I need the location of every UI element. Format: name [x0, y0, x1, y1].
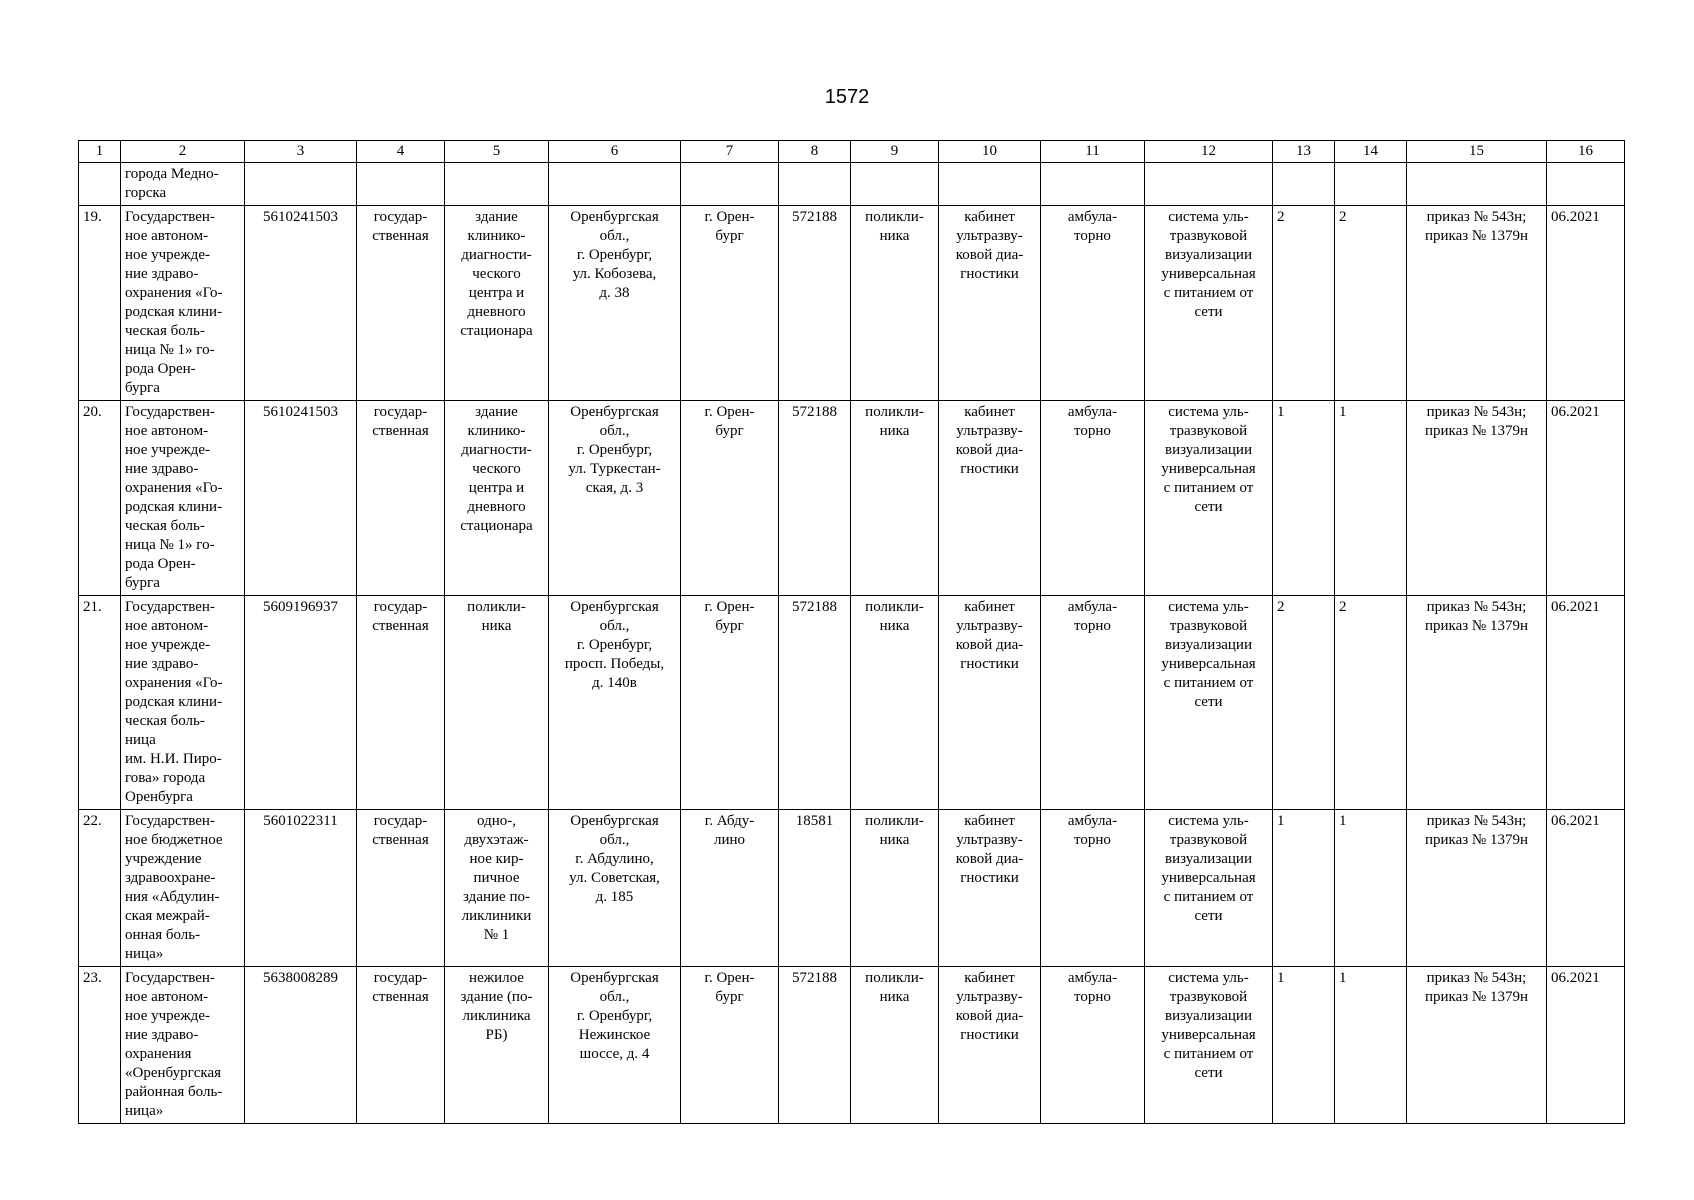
cell-equipment: система уль- тразвуковой визуализации универсальная с питанием от сети — [1145, 967, 1273, 1124]
cell-empty — [357, 163, 445, 206]
cell-number: 19. — [79, 206, 121, 401]
column-header: 2 — [121, 141, 245, 163]
column-header: 5 — [445, 141, 549, 163]
cell-building: одно-, двухэтаж- ное кир- пичное здание по- ликлиники № 1 — [445, 810, 549, 967]
cell-facility: поликли- ника — [851, 401, 939, 596]
cell-care: амбула- торно — [1041, 810, 1145, 967]
cell-ownership: государ- ственная — [357, 810, 445, 967]
cell-address: Оренбургская обл., г. Абдулино, ул. Советская, д. 185 — [549, 810, 681, 967]
table-row — [79, 206, 1625, 401]
cell-empty — [681, 163, 779, 206]
cell-empty — [1145, 163, 1273, 206]
cell-room: кабинет ультразву- ковой диа- гностики — [939, 967, 1041, 1124]
cell-col14: 2 — [1335, 206, 1407, 401]
cell-equipment: система уль- тразвуковой визуализации универсальная с питанием от сети — [1145, 401, 1273, 596]
cell-equipment: система уль- тразвуковой визуализации универсальная с питанием от сети — [1145, 206, 1273, 401]
cell-room: кабинет ультразву- ковой диа- гностики — [939, 206, 1041, 401]
cell-col14: 1 — [1335, 401, 1407, 596]
cell-address: Оренбургская обл., г. Оренбург, Нежинское шоссе, д. 4 — [549, 967, 681, 1124]
cell-building: здание клинико- диагности- ческого центра и дневного стационара — [445, 401, 549, 596]
cell-col13: 1 — [1273, 810, 1335, 967]
cell-building: здание клинико- диагности- ческого центра и дневного стационара — [445, 206, 549, 401]
column-header: 1 — [79, 141, 121, 163]
table-row — [79, 967, 1625, 1124]
column-header: 15 — [1407, 141, 1547, 163]
cell-facility: поликли- ника — [851, 967, 939, 1124]
cell-organization: города Медно- горска — [121, 163, 245, 206]
cell-empty — [1407, 163, 1547, 206]
cell-number: 20. — [79, 401, 121, 596]
column-header: 6 — [549, 141, 681, 163]
cell-empty — [939, 163, 1041, 206]
cell-city: г. Орен- бург — [681, 206, 779, 401]
cell-empty — [779, 163, 851, 206]
column-header: 11 — [1041, 141, 1145, 163]
cell-care: амбула- торно — [1041, 206, 1145, 401]
cell-code: 572188 — [779, 596, 851, 810]
cell-orders: приказ № 543н; приказ № 1379н — [1407, 401, 1547, 596]
cell-ownership: государ- ственная — [357, 967, 445, 1124]
cell-building: поликли- ника — [445, 596, 549, 810]
cell-inn: 5610241503 — [245, 206, 357, 401]
cell-care: амбула- торно — [1041, 967, 1145, 1124]
cell-orders: приказ № 543н; приказ № 1379н — [1407, 596, 1547, 810]
cell-organization: Государствен- ное автоном- ное учрежде- ние здраво- охранения «Оренбургская районная боль- ница» — [121, 967, 245, 1124]
cell-city: г. Орен- бург — [681, 596, 779, 810]
cell-equipment: система уль- тразвуковой визуализации универсальная с питанием от сети — [1145, 810, 1273, 967]
table-row — [79, 596, 1625, 810]
cell-col13: 2 — [1273, 206, 1335, 401]
cell-empty — [549, 163, 681, 206]
cell-room: кабинет ультразву- ковой диа- гностики — [939, 596, 1041, 810]
column-header: 10 — [939, 141, 1041, 163]
cell-number: 22. — [79, 810, 121, 967]
registry-table — [78, 140, 1625, 1124]
cell-ownership: государ- ственная — [357, 596, 445, 810]
cell-empty — [445, 163, 549, 206]
column-header: 4 — [357, 141, 445, 163]
cell-col13: 1 — [1273, 967, 1335, 1124]
cell-empty — [1273, 163, 1335, 206]
cell-inn: 5601022311 — [245, 810, 357, 967]
page-number: 1572 — [824, 86, 870, 108]
cell-orders: приказ № 543н; приказ № 1379н — [1407, 810, 1547, 967]
cell-organization: Государствен- ное автоном- ное учрежде- ние здраво- охранения «Го- родская клини- ческая боль- ница № 1» го- рода Орен- бурга — [121, 401, 245, 596]
cell-city: г. Абду- лино — [681, 810, 779, 967]
cell-address: Оренбургская обл., г. Оренбург, ул. Туркестан- ская, д. 3 — [549, 401, 681, 596]
cell-ownership: государ- ственная — [357, 206, 445, 401]
column-header: 8 — [779, 141, 851, 163]
cell-empty — [79, 163, 121, 206]
cell-col14: 2 — [1335, 596, 1407, 810]
cell-date: 06.2021 — [1547, 967, 1625, 1124]
column-header: 3 — [245, 141, 357, 163]
cell-date: 06.2021 — [1547, 401, 1625, 596]
cell-facility: поликли- ника — [851, 810, 939, 967]
column-number-row — [79, 141, 1625, 163]
cell-inn: 5638008289 — [245, 967, 357, 1124]
cell-room: кабинет ультразву- ковой диа- гностики — [939, 810, 1041, 967]
cell-empty — [245, 163, 357, 206]
cell-col13: 2 — [1273, 596, 1335, 810]
cell-care: амбула- торно — [1041, 596, 1145, 810]
cell-ownership: государ- ственная — [357, 401, 445, 596]
continuation-row — [79, 163, 1625, 206]
cell-empty — [1335, 163, 1407, 206]
cell-number: 23. — [79, 967, 121, 1124]
column-header: 13 — [1273, 141, 1335, 163]
column-header: 7 — [681, 141, 779, 163]
cell-col14: 1 — [1335, 810, 1407, 967]
cell-care: амбула- торно — [1041, 401, 1145, 596]
cell-col14: 1 — [1335, 967, 1407, 1124]
cell-orders: приказ № 543н; приказ № 1379н — [1407, 206, 1547, 401]
column-header: 14 — [1335, 141, 1407, 163]
cell-empty — [1041, 163, 1145, 206]
cell-equipment: система уль- тразвуковой визуализации универсальная с питанием от сети — [1145, 596, 1273, 810]
column-header: 9 — [851, 141, 939, 163]
cell-facility: поликли- ника — [851, 206, 939, 401]
cell-code: 572188 — [779, 206, 851, 401]
cell-code: 18581 — [779, 810, 851, 967]
column-header: 12 — [1145, 141, 1273, 163]
column-header: 16 — [1547, 141, 1625, 163]
cell-city: г. Орен- бург — [681, 401, 779, 596]
table-row — [79, 401, 1625, 596]
cell-col13: 1 — [1273, 401, 1335, 596]
cell-date: 06.2021 — [1547, 206, 1625, 401]
cell-number: 21. — [79, 596, 121, 810]
cell-inn: 5610241503 — [245, 401, 357, 596]
cell-code: 572188 — [779, 401, 851, 596]
cell-orders: приказ № 543н; приказ № 1379н — [1407, 967, 1547, 1124]
cell-code: 572188 — [779, 967, 851, 1124]
cell-city: г. Орен- бург — [681, 967, 779, 1124]
cell-date: 06.2021 — [1547, 810, 1625, 967]
cell-address: Оренбургская обл., г. Оренбург, ул. Кобозева, д. 38 — [549, 206, 681, 401]
cell-facility: поликли- ника — [851, 596, 939, 810]
cell-organization: Государствен- ное бюджетное учреждение здравоохране- ния «Абдулин- ская межрай- онная боль- ница» — [121, 810, 245, 967]
table-row — [79, 810, 1625, 967]
cell-empty — [1547, 163, 1625, 206]
cell-date: 06.2021 — [1547, 596, 1625, 810]
cell-building: нежилое здание (по- ликлиника РБ) — [445, 967, 549, 1124]
cell-room: кабинет ультразву- ковой диа- гностики — [939, 401, 1041, 596]
cell-empty — [851, 163, 939, 206]
cell-organization: Государствен- ное автоном- ное учрежде- ние здраво- охранения «Го- родская клини- ческая боль- ница им. Н.И. Пиро- гова» города Оренбурга — [121, 596, 245, 810]
cell-inn: 5609196937 — [245, 596, 357, 810]
cell-address: Оренбургская обл., г. Оренбург, просп. Победы, д. 140в — [549, 596, 681, 810]
cell-organization: Государствен- ное автоном- ное учрежде- ние здраво- охранения «Го- родская клини- ческая боль- ница № 1» го- рода Орен- бурга — [121, 206, 245, 401]
